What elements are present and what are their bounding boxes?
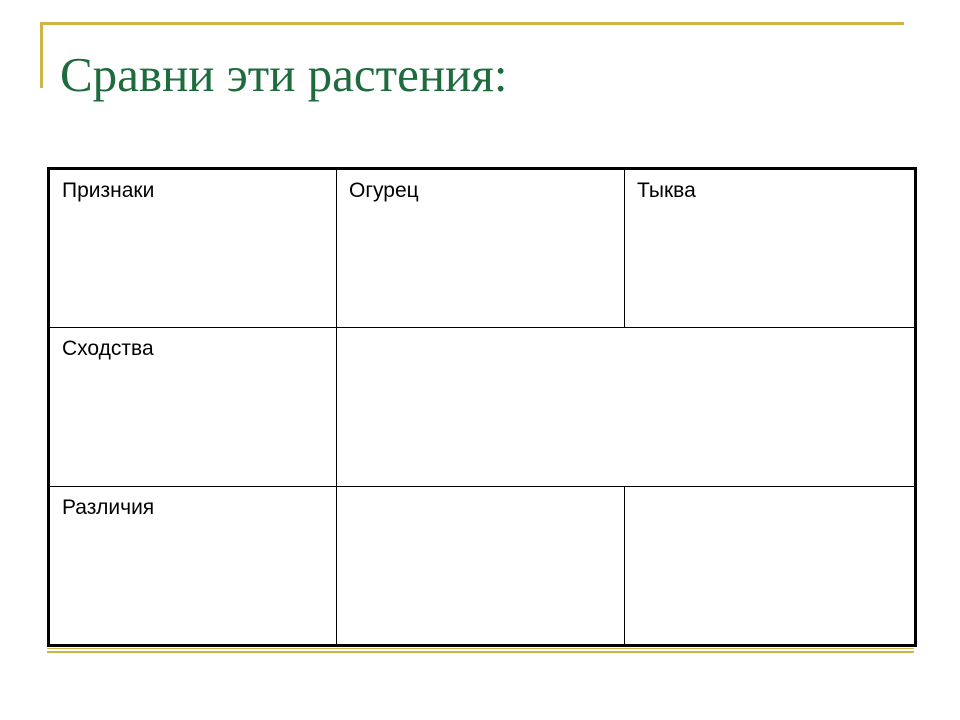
slide-title: Сравни эти растения:	[60, 47, 508, 102]
decorative-bottom-line	[47, 648, 914, 653]
row-label-differences[interactable]: Различия	[49, 487, 337, 646]
differences-pumpkin-cell[interactable]	[625, 487, 916, 646]
header-cell-pumpkin[interactable]: Тыква	[625, 169, 916, 328]
differences-cucumber-cell[interactable]	[337, 487, 625, 646]
similarities-answer-cell[interactable]	[337, 328, 916, 487]
table-row-similarities	[49, 328, 916, 487]
decorative-left-line	[40, 22, 43, 88]
comparison-table	[47, 167, 917, 647]
header-cell-cucumber[interactable]: Огурец	[337, 169, 625, 328]
header-cell-features[interactable]: Признаки	[49, 169, 337, 328]
table-header-row	[49, 169, 916, 328]
row-label-similarities[interactable]: Сходства	[49, 328, 337, 487]
table-row-differences	[49, 487, 916, 646]
decorative-top-line	[40, 22, 904, 25]
